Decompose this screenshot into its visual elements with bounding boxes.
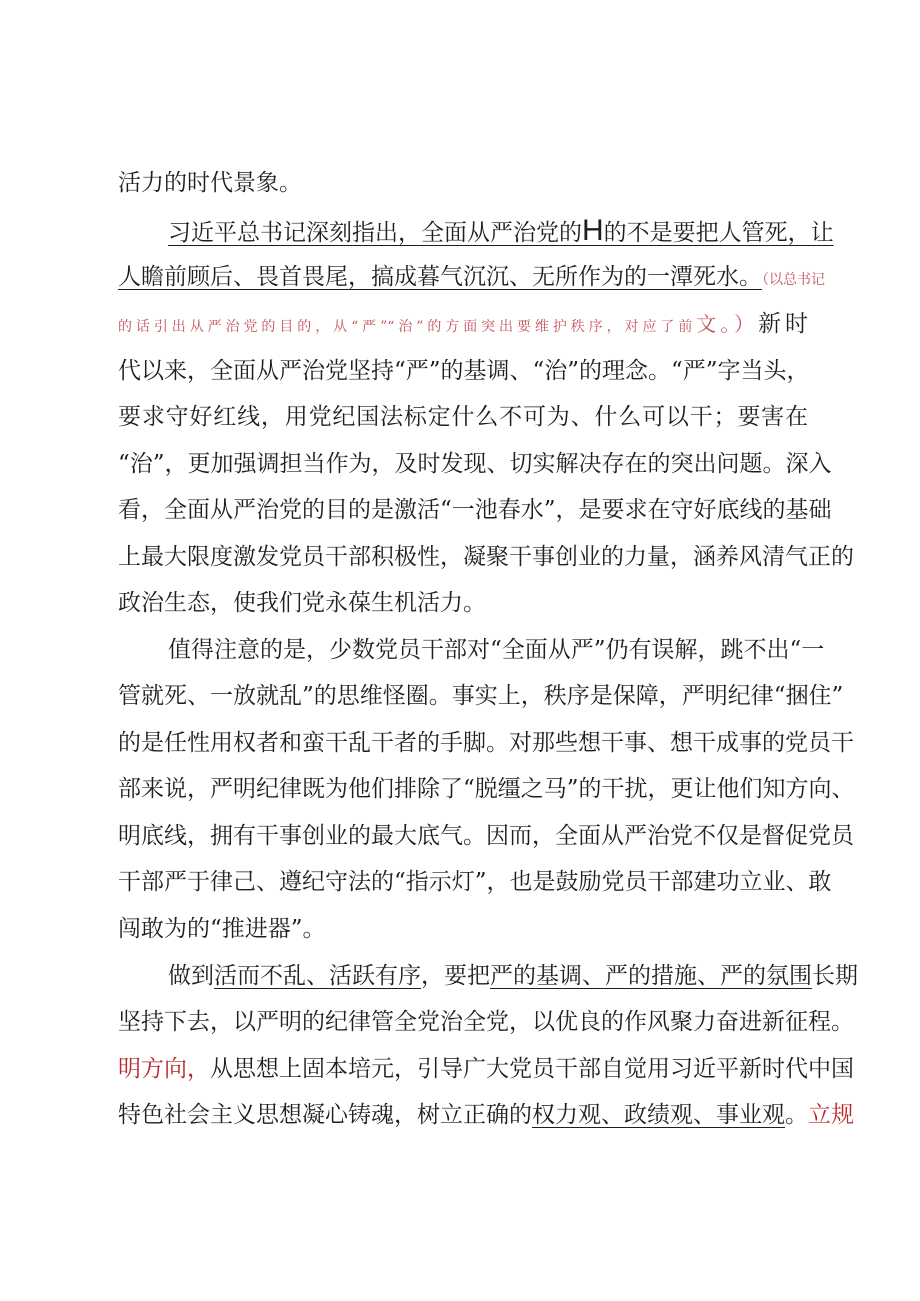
text-line: 明底线，拥有干事创业的最大底气。因而，全面从严治党不仅是督促党员 bbox=[118, 823, 854, 849]
text-line: 管就死、一放就乱”的思维怪圈。事实上，秩序是保障，严明纪律“捆住” bbox=[118, 683, 844, 709]
text-line: 闯敢为的“推进器”。 bbox=[118, 916, 326, 942]
annotation-note: （以总书记 bbox=[762, 272, 825, 288]
text-line: “治”，更加强调担当作为，及时发现、切实解决存在的突出问题。深入 bbox=[118, 451, 832, 477]
underlined-phrase: 严的基调、严的措施、严的氛围 bbox=[490, 963, 812, 989]
text-line: 干部严于律己、遵纪守法的“指示灯”，也是鼓励党员干部建功立业、敢 bbox=[118, 869, 832, 895]
underlined-quote: 人瞻前顾后、畏首畏尾，搞成暮气沉沉、无所作为的一潭死水。 bbox=[118, 264, 762, 290]
text-line: 看，全面从严治党的目的是激活“一池春水”，是要求在守好底线的基础 bbox=[118, 497, 832, 523]
text-line bbox=[118, 262, 825, 292]
text-line: 上最大限度激发党员干部积极性，凝聚干事创业的力量，涵养风清气正的 bbox=[118, 544, 854, 570]
text-line: 值得注意的是，少数党员干部对“全面从严”仍有误解，跳不出“一 bbox=[168, 637, 825, 663]
text-line: 代以来，全面从严治党坚持“严”的基调、“治”的理念。“严”字当头， bbox=[118, 358, 810, 384]
text-line: 政治生态，使我们党永葆生机活力。 bbox=[118, 590, 486, 616]
text-line: 要求守好红线，用党纪国法标定什么不可为、什么可以干；要害在 bbox=[118, 404, 808, 430]
annotation-note: 的话引出从严治党的目的，从“严”“治”的方面突出要维护秩序，对应了前 bbox=[118, 319, 697, 335]
underlined-phrase: 活而不乱、活跃有序 bbox=[214, 963, 421, 989]
text-line: 明方向，从思想上固本培元，引导广大党员干部自觉用习近平新时代中国 bbox=[118, 1056, 854, 1082]
text-line: 坚持下去，以严明的纪律管全党治全党，以优良的作风聚力奋进新征程。 bbox=[118, 1009, 854, 1035]
underlined-quote: 习近平总书记深刻指出，全面从严治党的H的不是要把人管死，让 bbox=[168, 214, 834, 247]
text-line: 的是任性用权者和蛮干乱干者的手脚。对那些想干事、想干成事的党员干 bbox=[118, 730, 854, 756]
text-line: 做到活而不乱、活跃有序，要把严的基调、严的措施、严的氛围长期 bbox=[168, 963, 858, 989]
text-line: 部来说，严明纪律既为他们排除了“脱缰之马”的干扰，更让他们知方向、 bbox=[118, 776, 855, 802]
text-line bbox=[168, 214, 834, 247]
highlight-heading: 立规 bbox=[808, 1102, 854, 1128]
underlined-phrase: 权力观、政绩观、事业观 bbox=[532, 1102, 785, 1128]
ocr-artifact-glyph: H bbox=[582, 214, 604, 247]
annotation-note-end: 文。） bbox=[696, 312, 759, 336]
text-line: 特色社会主义思想凝心铸魂，树立正确的权力观、政绩观、事业观。立规 bbox=[118, 1102, 854, 1128]
text-line: 活力的时代景象。 bbox=[118, 170, 302, 196]
text-line: 的话引出从严治党的目的，从“严”“治”的方面突出要维护秩序，对应了前文。）新时 bbox=[118, 311, 809, 337]
highlight-heading: 明方向， bbox=[118, 1056, 210, 1082]
